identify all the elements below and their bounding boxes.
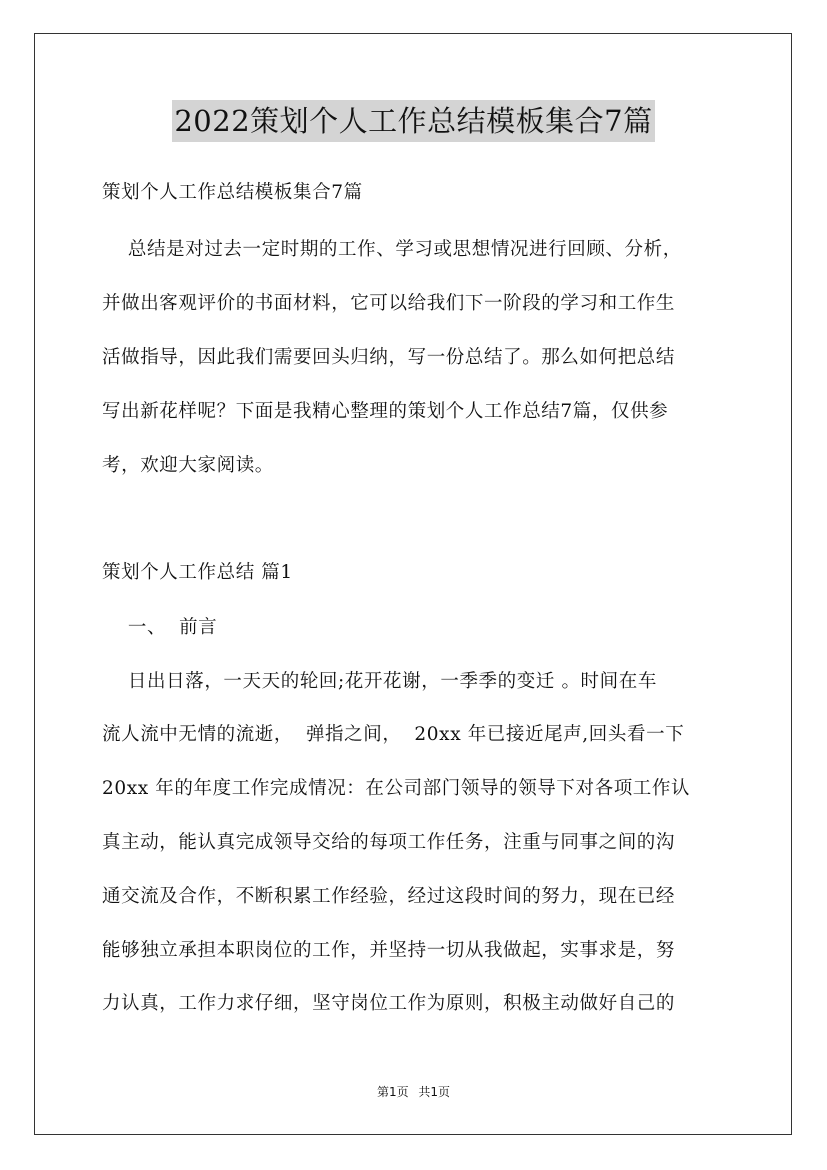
body-line: 真主动，能认真完成领导交给的每项工作任务，注重与同事之间的沟	[102, 832, 676, 853]
body-line: 20xx 年的年度工作完成情况：在公司部门领导的领导下对各项工作认	[102, 778, 691, 799]
intro-line: 考，欢迎大家阅读。	[102, 455, 274, 476]
intro-line: 总结是对过去一定时期的工作、学习或思想情况进行回顾、分析，	[102, 239, 682, 260]
intro-line: 活做指导，因此我们需要回头归纳，写一份总结了。那么如何把总结	[102, 347, 676, 368]
page-footer	[0, 1085, 827, 1099]
section-heading: 策划个人工作总结 篇1	[102, 562, 293, 583]
title-container	[0, 100, 827, 142]
subsection-heading: 一、 前言	[102, 617, 218, 638]
document-title: 2022策划个人工作总结模板集合7篇	[172, 100, 654, 142]
document-subtitle: 策划个人工作总结模板集合7篇	[102, 182, 363, 203]
body-line: 通交流及合作，不断积累工作经验，经过这段时间的努力，现在已经	[102, 886, 676, 907]
page-total: 共1页	[418, 1085, 451, 1099]
body-line: 力认真，工作力求仔细，坚守岗位工作为原则，积极主动做好自己的	[102, 993, 676, 1014]
intro-line: 写出新花样呢？下面是我精心整理的策划个人工作总结7篇，仅供参	[102, 401, 669, 422]
page-number: 第1页	[376, 1085, 409, 1099]
body-line: 能够独立承担本职岗位的工作，并坚持一切从我做起，实事求是，努	[102, 940, 676, 961]
body-line: 日出日落，一天天的轮回;花开花谢，一季季的变迁 。时间在车	[102, 671, 657, 692]
body-line: 流人流中无情的流逝， 弹指之间， 20xx 年已接近尾声,回头看一下	[102, 724, 685, 745]
intro-line: 并做出客观评价的书面材料，它可以给我们下一阶段的学习和工作生	[102, 293, 676, 314]
